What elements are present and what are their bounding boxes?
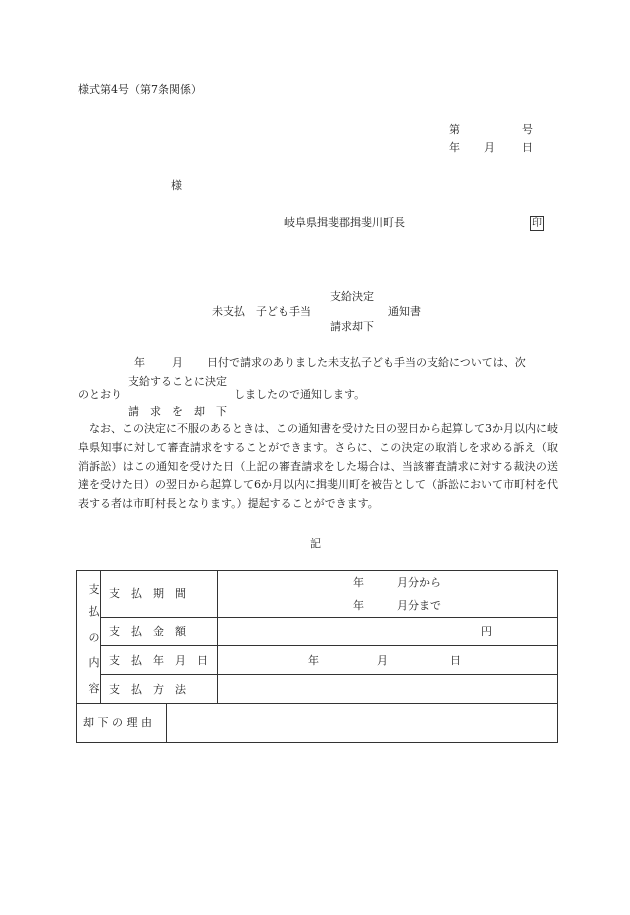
doc-number-go: 号 (522, 123, 533, 136)
group-label-char: の (88, 631, 100, 644)
group-label-char: 払 (88, 605, 100, 618)
body-line2-left: のとおり (78, 388, 122, 401)
title-option-bottom: 請求却下 (330, 320, 374, 333)
pay-date-year: 年 (308, 654, 319, 667)
row-label-period: 支 払 期 間 (109, 587, 186, 600)
doc-number-dai: 第 (449, 123, 460, 136)
title-left: 未支払 子ども手当 (212, 305, 311, 318)
date-month: 月 (484, 141, 495, 154)
addressee-suffix: 様 (171, 179, 182, 192)
date-year: 年 (449, 141, 460, 154)
amount-yen-unit: 円 (481, 625, 492, 638)
body-month: 月 (172, 356, 183, 369)
date-day: 日 (522, 141, 533, 154)
title-option-top: 支給決定 (330, 290, 374, 303)
group-label-char: 容 (88, 682, 100, 695)
form-id: 様式第4号（第7条関係） (78, 83, 202, 96)
body-line1: 日付で請求のありました未支払子ども手当の支給については、次 (207, 356, 526, 369)
objection-paragraph: なお、この決定に不服のあるときは、この通知書を受けた日の翌日から起算して3か月以内に岐阜県知事に対して審査請求をすることができます。さらに、この決定の取消しを求める訴え（取消訴訟）はこの通知を受けた日（上記の審査請求をした場合は、当該審査請求に対する裁決の送達を受けた日）の翌日から起算して6か月以内に揖斐川町を被告として（訴訟において市町村を代表する者は市町村長となります。）提起することができます。 (78, 422, 558, 511)
issuer-name: 岐阜県揖斐郡揖斐川町長 (284, 216, 405, 229)
body-line2-right: しましたので通知します。 (234, 388, 366, 401)
ki-heading: 記 (310, 537, 321, 550)
seal-mark: 印 (532, 218, 542, 229)
group-label-char: 内 (88, 656, 100, 669)
title-right: 通知書 (388, 305, 421, 318)
group-label-char: 支 (88, 583, 100, 596)
row-label-method: 支 払 方 法 (109, 683, 186, 696)
row-label-amount: 支 払 金 額 (109, 625, 186, 638)
body-option-top: 支給することに決定 (128, 375, 227, 388)
body-option-bottom: 請 求 を 却 下 (128, 405, 227, 418)
reject-reason-label: 却 下 の 理 由 (83, 716, 152, 729)
row-label-pay-date: 支 払 年 月 日 (109, 654, 208, 667)
period-to: 年 月分まで (353, 599, 441, 612)
pay-date-month: 月 (377, 654, 388, 667)
pay-date-day: 日 (450, 654, 461, 667)
body-year: 年 (134, 356, 145, 369)
period-from: 年 月分から (353, 576, 441, 589)
